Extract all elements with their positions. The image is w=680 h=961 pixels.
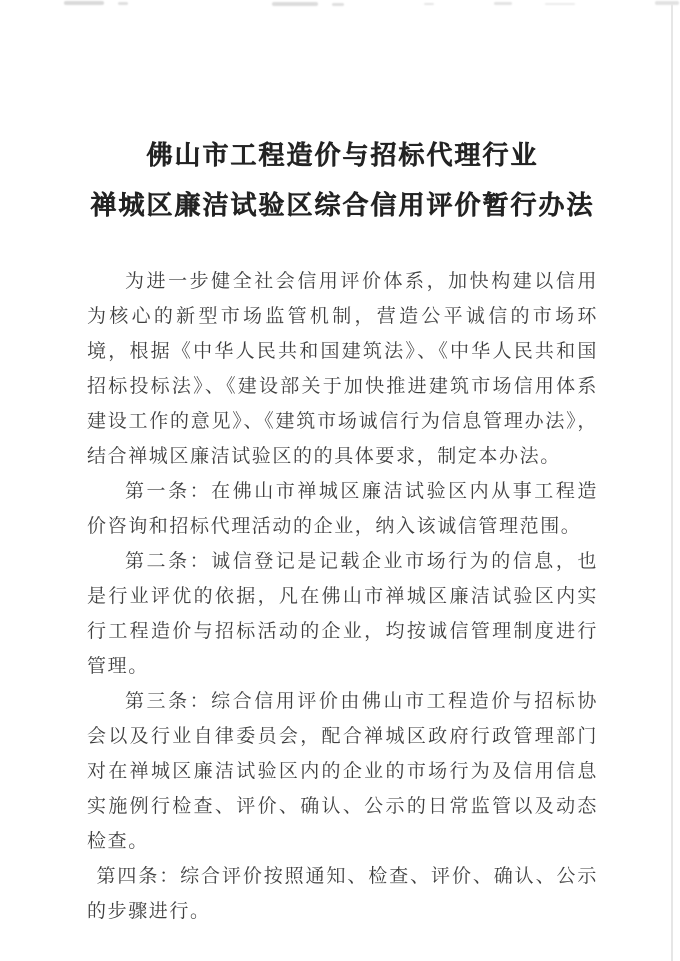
paragraph-preamble: 为进一步健全社会信用评价体系，加快构建以信用为核心的新型市场监管机制，营造公平诚信的市场环境，根据《中华人民共和国建筑法》、《中华人民共和国招标投标法》、《建设部关于加快推进建筑市场信用体系建设工作的意见》、《建筑市场诚信行为信息管理办法》，结合禅城区廉洁试验区的的具体要求，制定本办法。: [87, 271, 598, 467]
document-body: [87, 264, 598, 929]
document-content: [87, 131, 598, 929]
paragraph-article-2: 第二条：诚信登记是记载企业市场行为的信息，也是行业评优的依据，凡在佛山市禅城区廉洁试验区内实行工程造价与招标活动的企业，均按诚信管理制度进行管理。: [87, 551, 598, 677]
scan-artifact-smudge: [424, 3, 434, 5]
scan-artifact-smudge: [332, 3, 344, 6]
document-title-line-2: 禅城区廉洁试验区综合信用评价暂行办法: [90, 191, 595, 220]
scan-artifact-smudge: [494, 2, 512, 5]
scan-artifact-smudge: [545, 3, 575, 5]
scan-artifact-smudge: [118, 2, 128, 5]
document-title-line-1: 佛山市工程造价与招标代理行业: [146, 141, 539, 170]
paragraph-article-1: 第一条：在佛山市禅城区廉洁试验区内从事工程造价咨询和招标代理活动的企业，纳入该诚信管理范围。: [87, 481, 598, 537]
paragraph-article-4: 第四条：综合评价按照通知、检查、评价、确认、公示的步骤进行。: [87, 866, 598, 922]
scan-artifact-smudge: [64, 1, 104, 5]
paragraph-article-3: 第三条：综合信用评价由佛山市工程造价与招标协会以及行业自律委员会，配合禅城区政府行政管理部门对在禅城区廉洁试验区内的企业的市场行为及信用信息实施例行检查、评价、确认、公示的日常监管以及动态检查。: [87, 691, 598, 852]
scan-artifact-page-edge-line: [671, 4, 673, 961]
document-title: [87, 131, 598, 231]
scan-artifact-smudge: [655, 1, 679, 5]
scan-artifact-smudge: [272, 2, 318, 6]
